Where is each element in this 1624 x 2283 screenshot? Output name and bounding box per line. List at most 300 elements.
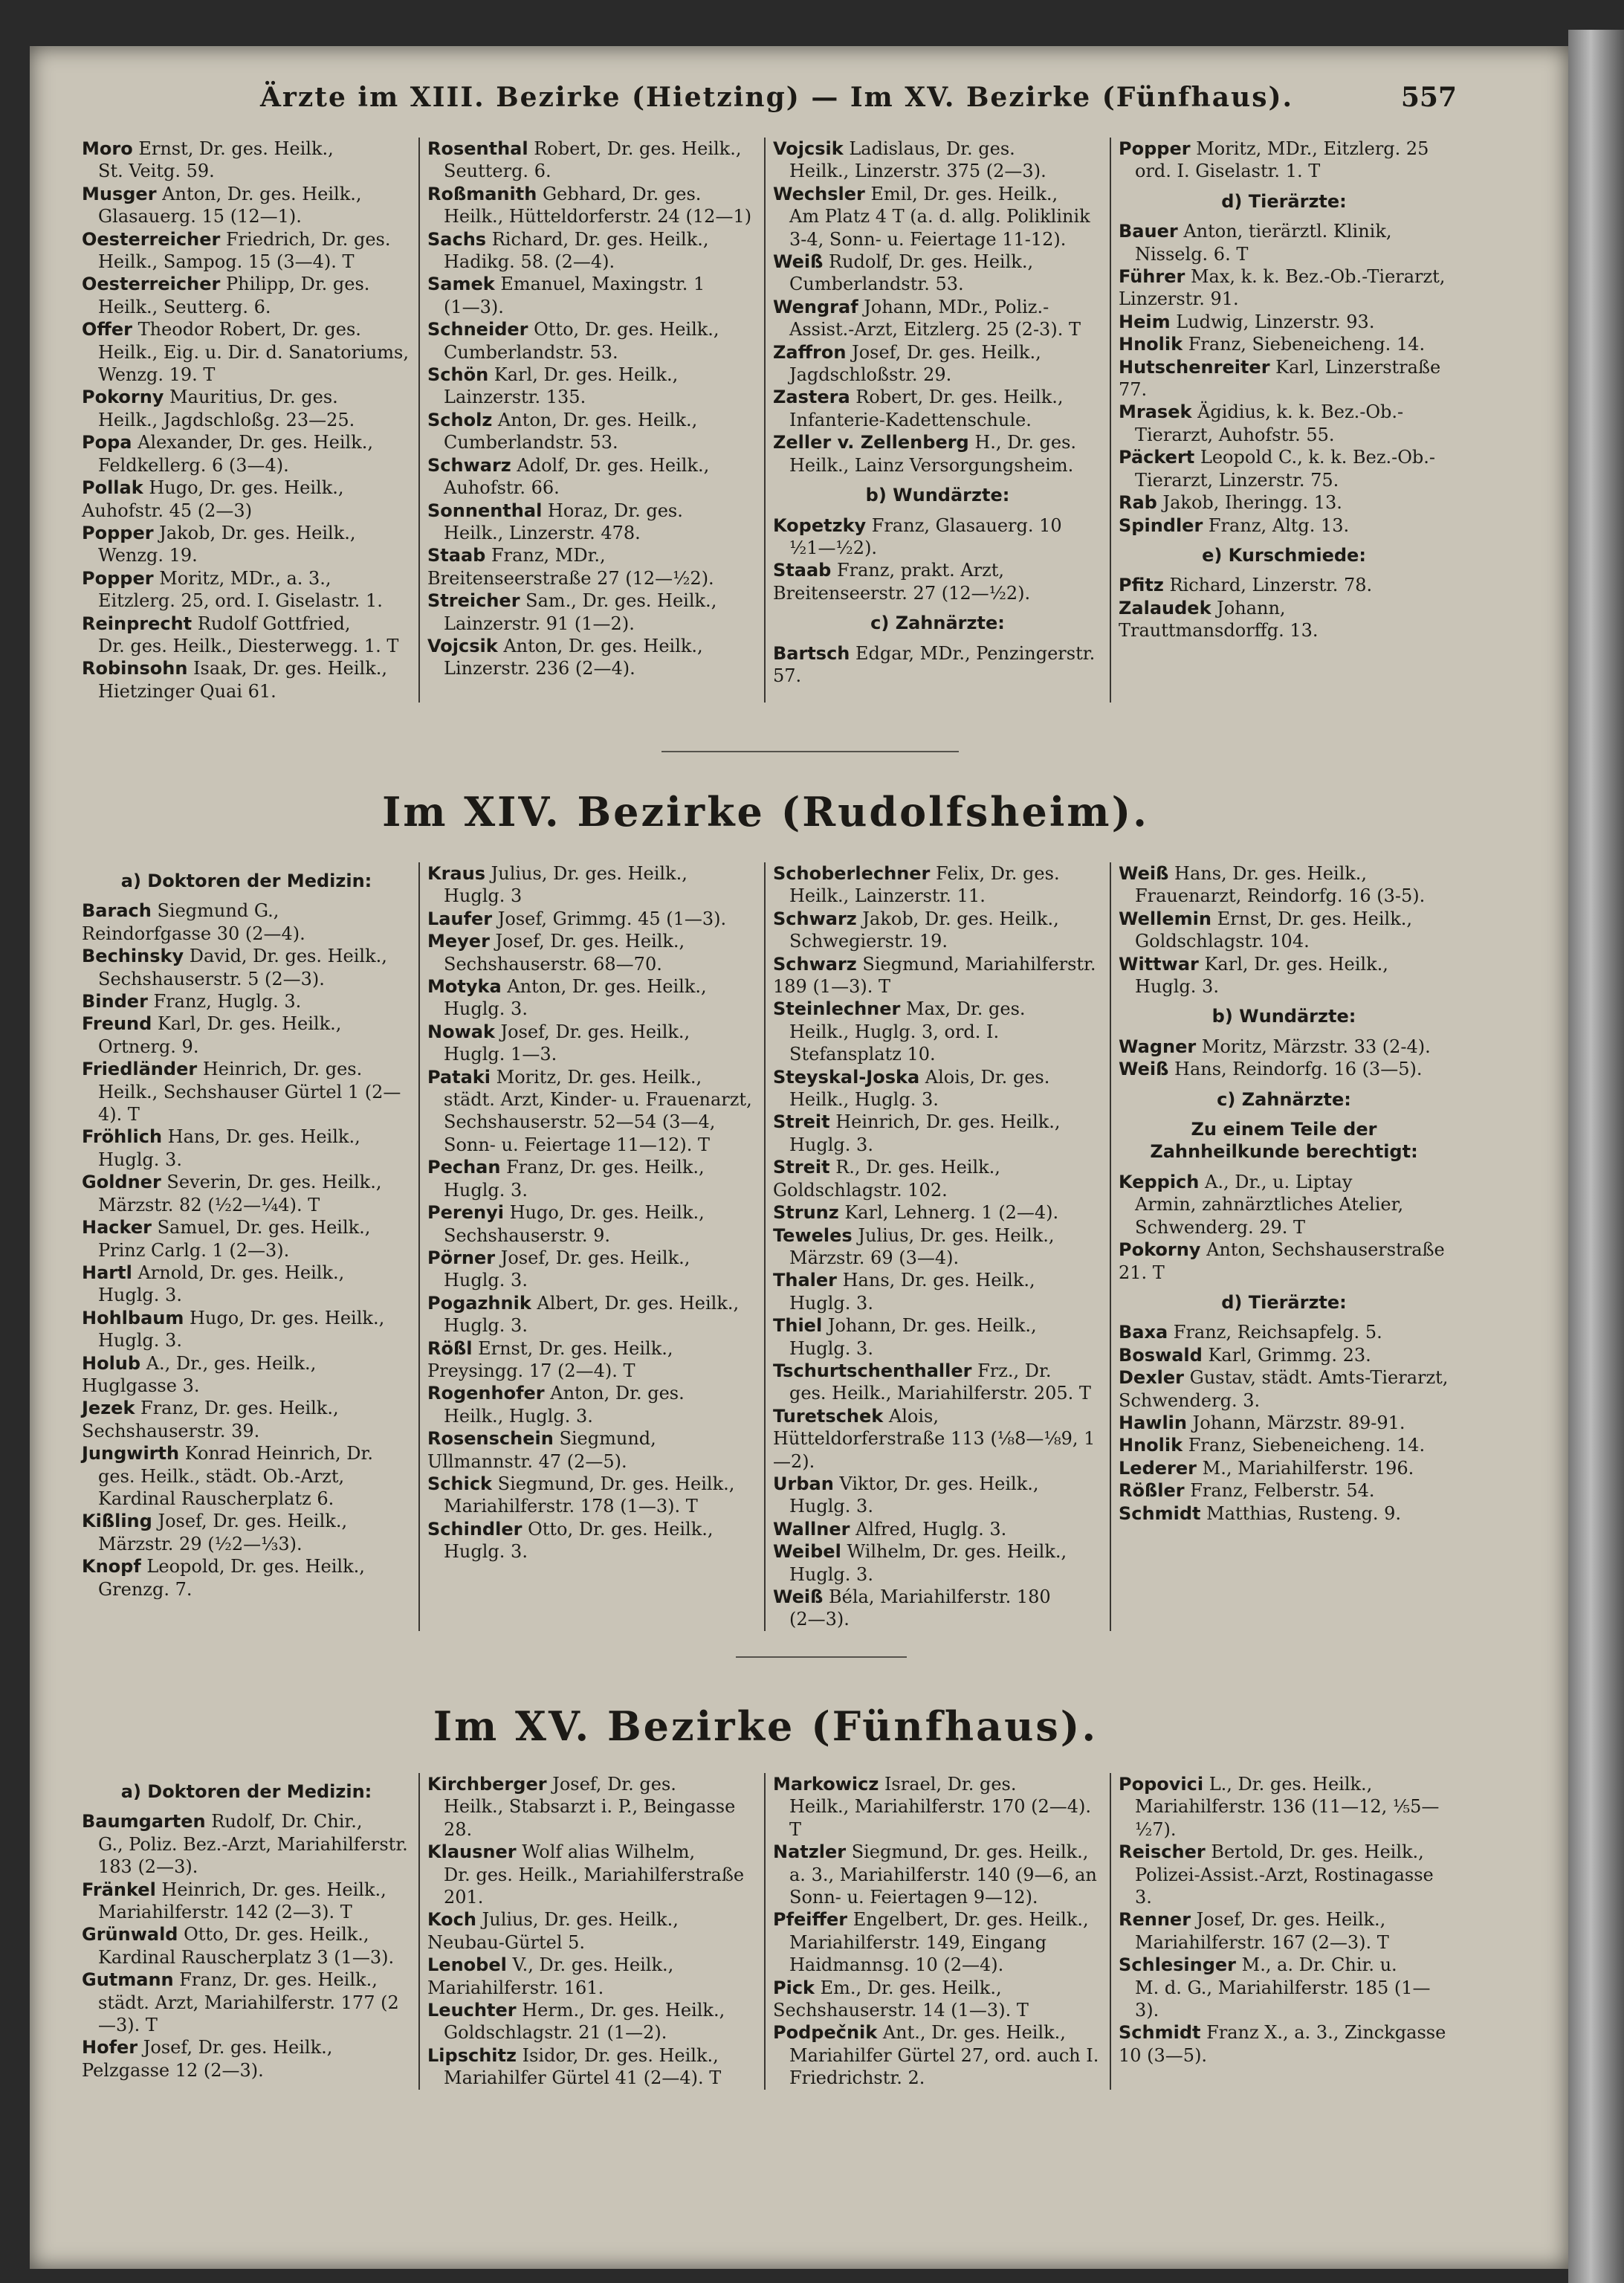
directory-entry	[427, 1066, 757, 1157]
directory-entry	[427, 1473, 757, 1518]
directory-entry	[82, 1307, 411, 1352]
entry-details: Siegmund, Ullmannstr. 47 (2—5).	[427, 1428, 656, 1472]
entry-list	[773, 642, 1102, 688]
entry-name: Weiß	[1119, 1059, 1169, 1080]
subsection-heading: d) Tierärzte:	[1221, 190, 1347, 212]
entry-details: Alexander, Dr. ges. Heilk.,	[132, 432, 374, 453]
entry-name: Hnolik	[1119, 1435, 1183, 1456]
entry-continuation: Assist.-Arzt, Eitzlerg. 25 (2-3). T	[789, 319, 1081, 340]
entry-details: Franz, Dr. ges. Heilk.,	[173, 1969, 378, 1991]
directory-entry	[773, 1269, 1102, 1314]
directory-entry	[773, 138, 1102, 183]
entry-details: Ernst, Dr. ges. Heilk., Preysingg. 17 (2—4). T	[427, 1337, 673, 1381]
entry-continuation: Heilk., Jagdschloßg. 23—25.	[98, 409, 355, 430]
subsection-heading: c) Zahnärzte:	[1217, 1088, 1351, 1110]
directory-entry	[82, 1352, 411, 1398]
entry-name: Zeller v. Zellenberg	[773, 432, 969, 453]
entry-name: Klausner	[427, 1841, 517, 1863]
entry-details: Otto, Dr. ges. Heilk.,	[178, 1924, 369, 1945]
entry-name: Urban	[773, 1473, 834, 1494]
entry-details: Friedrich, Dr. ges.	[220, 228, 391, 250]
directory-entry	[1119, 1908, 1449, 1954]
entry-continuation: Heilk., Lainz Versorgungsheim.	[789, 454, 1074, 476]
entry-name: Fröhlich	[82, 1126, 163, 1148]
entry-name: Hnolik	[1119, 334, 1183, 355]
entry-continuation: Lainzerstr. 135.	[444, 387, 586, 408]
entry-name: Schwarz	[773, 908, 857, 929]
entry-name: Hofer	[82, 2037, 138, 2058]
entry-list	[1119, 220, 1449, 537]
entry-details: Rudolf, Dr. Chir.,	[205, 1811, 363, 1832]
directory-entry	[82, 613, 411, 658]
directory-entry	[1119, 1841, 1449, 1908]
entry-continuation: Frauenarzt, Reindorfg. 16 (3-5).	[1135, 885, 1426, 907]
directory-entry	[1119, 356, 1449, 401]
entry-continuation: ges. Heilk., Mariahilferstr. 205. T	[789, 1383, 1091, 1404]
directory-entry	[1119, 2021, 1449, 2067]
entry-continuation: Dr. ges. Heilk., Diesterwegg. 1. T	[98, 635, 399, 656]
directory-entry	[82, 1013, 411, 1058]
entry-continuation: Heilk., Huglg. 3.	[444, 1405, 593, 1427]
directory-entry	[427, 590, 757, 635]
directory-entry	[1119, 138, 1449, 183]
entry-continuation: Mariahilferstr. 167 (2—3). T	[1135, 1931, 1389, 1953]
entry-name: Kopetzky	[773, 514, 867, 536]
section-xiv	[74, 862, 1457, 1631]
entry-name: Holub	[82, 1352, 141, 1374]
directory-entry	[773, 2021, 1102, 2089]
entry-continuation: Mariahilferstr. 136 (11—12, ⅕5—½7).	[1135, 1796, 1440, 1840]
entry-name: Barach	[82, 900, 152, 922]
entry-details: Hans, Dr. ges. Heilk.,	[1168, 863, 1368, 884]
entry-details: Josef, Dr. ges. Heilk., Pelzgasse 12 (2—3).	[82, 2037, 333, 2081]
directory-entry	[427, 1382, 757, 1427]
directory-entry	[773, 1540, 1102, 1586]
entry-name: Bartsch	[773, 642, 850, 664]
entry-details: Moritz, Dr. ges. Heilk.,	[491, 1066, 702, 1088]
directory-entry	[773, 341, 1102, 387]
entry-name: Markowicz	[773, 1774, 879, 1795]
directory-entry	[82, 1555, 411, 1601]
entry-details: Robert, Dr. ges. Heilk.,	[850, 387, 1064, 408]
entry-details: Samuel, Dr. ges. Heilk.,	[151, 1217, 371, 1239]
entry-details: Anton, Sechshauserstraße 21. T	[1119, 1239, 1445, 1283]
entry-details: Hugo, Dr. ges. Heilk., Auhofstr. 45 (2—3)	[82, 477, 344, 521]
entry-name: Mrasek	[1119, 401, 1192, 423]
directory-entry	[427, 454, 757, 500]
entry-continuation: Hadikg. 58. (2—4).	[444, 251, 615, 273]
entry-name: Keppich	[1119, 1171, 1200, 1192]
directory-entry	[1119, 908, 1449, 953]
directory-entry	[427, 1908, 757, 1954]
entry-details: Ernst, Dr. ges. Heilk.,	[1211, 908, 1413, 929]
subsection-heading: e) Kurschmiede:	[1202, 544, 1366, 566]
entry-continuation: Heilk., Eig. u. Dir. d. Sanatoriums, Wenzg. 19. T	[98, 341, 409, 386]
directory-entry	[773, 998, 1102, 1065]
directory-entry	[82, 477, 411, 522]
entry-details: Gustav, städt. Amts-Tierarzt, Schwenderg. 3.	[1119, 1367, 1449, 1411]
entry-name: Jezek	[82, 1398, 135, 1419]
entry-details: Siegmund G., Reindorfgasse 30 (2—4).	[82, 900, 305, 944]
entry-details: Moritz, MDr., Eitzlerg. 25	[1190, 138, 1429, 159]
entry-details: Max, Dr. ges.	[900, 998, 1026, 1020]
entry-continuation: Märzstr. 82 (½2—¼4). T	[98, 1194, 320, 1215]
entry-continuation: G., Poliz. Bez.-Arzt, Mariahilferstr. 183 (2—3).	[98, 1833, 408, 1878]
entry-details: Leopold C., k. k. Bez.-Ob.-	[1194, 447, 1435, 468]
entry-continuation: St. Veitg. 59.	[98, 161, 215, 182]
directory-entry	[773, 953, 1102, 998]
directory-entry	[82, 1058, 411, 1126]
directory-entry	[1119, 1344, 1449, 1366]
entry-name: Heim	[1119, 311, 1171, 332]
entry-name: Vojcsik	[773, 138, 844, 159]
entry-details: Bertold, Dr. ges. Heilk.,	[1205, 1841, 1424, 1863]
directory-entry	[1119, 514, 1449, 537]
entry-details: Em., Dr. ges. Heilk., Sechshauserstr. 14 (1—3). T	[773, 1977, 1029, 2021]
entry-details: Richard, Dr. ges. Heilk.,	[486, 228, 709, 250]
entry-list	[82, 900, 411, 1601]
entry-continuation: Glasauerg. 15 (12—1).	[98, 206, 302, 227]
entry-name: Popa	[82, 432, 132, 453]
entry-details: Alois, Dr. ges.	[919, 1066, 1050, 1088]
directory-entry	[1119, 1321, 1449, 1343]
entry-details: Arnold, Dr. ges. Heilk.,	[132, 1262, 345, 1283]
divider-rule	[661, 751, 959, 752]
column	[1111, 1773, 1457, 2090]
entry-name: Baxa	[1119, 1322, 1168, 1343]
entry-continuation: Sechshauserstr. 9.	[444, 1224, 611, 1246]
book-spine	[1568, 30, 1624, 2283]
entry-name: Pick	[773, 1977, 815, 1998]
entry-name: Meyer	[427, 931, 490, 952]
directory-entry	[427, 1518, 757, 1563]
column	[420, 138, 766, 703]
subsection-heading: b) Wundärzte:	[1211, 1006, 1356, 1027]
directory-entry	[82, 183, 411, 228]
entry-name: Schick	[427, 1473, 493, 1494]
entry-name: Lederer	[1119, 1457, 1197, 1479]
directory-entry	[1119, 1058, 1449, 1080]
subsection-heading: Zu einem Teile der Zahnheilkunde berechtigt:	[1150, 1119, 1418, 1163]
entry-name: Wengraf	[773, 296, 858, 317]
entry-name: Schlesinger	[1119, 1954, 1236, 1976]
entry-continuation: Huglg. 3.	[444, 998, 528, 1020]
entry-name: Popper	[1119, 138, 1191, 159]
column	[420, 1773, 766, 2090]
entry-details: Hans, Dr. ges. Heilk.,	[837, 1270, 1035, 1291]
entry-details: Hugo, Dr. ges. Heilk.,	[503, 1202, 705, 1224]
entry-name: Hutschenreiter	[1119, 356, 1270, 378]
directory-entry	[82, 657, 411, 703]
column	[74, 138, 420, 703]
entry-details: Julius, Dr. ges. Heilk., Neubau-Gürtel 5.	[427, 1909, 679, 1953]
entry-details: V., Dr. ges. Heilk., Mariahilferstr. 161.	[427, 1954, 674, 1998]
entry-name: Reinprecht	[82, 613, 193, 634]
entry-name: Wechsler	[773, 183, 865, 204]
page-number: 557	[1400, 82, 1457, 113]
entry-name: Oesterreicher	[82, 274, 221, 295]
directory-entry	[427, 908, 757, 930]
directory-entry	[427, 2044, 757, 2090]
column	[766, 1773, 1111, 2090]
entry-name: Wellemin	[1119, 908, 1211, 929]
directory-entry	[427, 1773, 757, 1841]
directory-entry	[427, 183, 757, 228]
directory-entry	[773, 1066, 1102, 1111]
entry-name: Kirchberger	[427, 1774, 547, 1795]
entry-details: Viktor, Dr. ges. Heilk.,	[833, 1473, 1039, 1494]
entry-continuation: Huglg. 3.	[98, 1330, 182, 1352]
entry-continuation: Mariahilferstr. 178 (1—3). T	[444, 1496, 698, 1517]
entry-continuation: Goldschlagstr. 21 (1—2).	[444, 2022, 667, 2044]
entry-name: Koch	[427, 1909, 476, 1931]
directory-entry	[82, 1397, 411, 1442]
entry-name: Führer	[1119, 266, 1185, 288]
entry-list	[1119, 862, 1449, 998]
entry-continuation: Huglg. 3.	[1135, 976, 1219, 998]
entry-details: Mauritius, Dr. ges.	[164, 387, 338, 408]
directory-entry	[82, 1810, 411, 1878]
subsection-heading: b) Wundärzte:	[865, 485, 1010, 506]
entry-name: Friedländer	[82, 1059, 198, 1080]
entry-name: Wallner	[773, 1518, 850, 1540]
entry-name: Musger	[82, 183, 157, 204]
directory-entry	[427, 273, 757, 318]
entry-details: Matthias, Rusteng. 9.	[1200, 1502, 1401, 1524]
entry-details: Horaz, Dr. ges.	[542, 500, 683, 521]
column	[1111, 862, 1457, 1631]
entry-continuation: Huglg. 3.	[444, 1541, 528, 1563]
entry-details: Julius, Dr. ges. Heilk.,	[485, 863, 688, 884]
directory-entry	[427, 409, 757, 454]
entry-continuation: ord. I. Giselastr. 1. T	[1135, 161, 1321, 182]
entry-details: Karl, Linzerstraße 77.	[1119, 356, 1441, 401]
directory-entry	[773, 1111, 1102, 1156]
entry-details: Heinrich, Dr. ges. Heilk.,	[155, 1879, 386, 1900]
entry-details: Anton, Dr. ges.	[544, 1383, 685, 1404]
entry-details: Karl, Grimmg. 23.	[1202, 1344, 1371, 1366]
entry-name: Natzler	[773, 1841, 847, 1863]
entry-name: Tschurtschenthaller	[773, 1360, 972, 1381]
directory-entry	[427, 1247, 757, 1292]
entry-continuation: Heilk., Mariahilferstr. 170 (2—4). T	[789, 1796, 1092, 1840]
entry-continuation: Auhofstr. 66.	[444, 477, 560, 499]
entry-name: Thiel	[773, 1315, 823, 1337]
entry-continuation: Heilk., Linzerstr. 375 (2—3).	[789, 161, 1046, 182]
entry-details: Hans, Reindorfg. 16 (3—5).	[1168, 1059, 1423, 1080]
directory-entry	[82, 1262, 411, 1307]
directory-entry	[82, 318, 411, 386]
entry-continuation: Heilk., Hütteldorferstr. 24 (12—1)	[444, 206, 752, 227]
entry-name: Pfeiffer	[773, 1909, 848, 1931]
entry-name: Staab	[427, 545, 486, 566]
entry-continuation: Sechshauserstr. 68—70.	[444, 953, 662, 975]
entry-list	[1119, 1036, 1449, 1081]
entry-details: David, Dr. ges. Heilk.,	[184, 946, 387, 967]
directory-entry	[1119, 1434, 1449, 1456]
directory-entry	[427, 544, 757, 590]
entry-name: Steyskal-Joska	[773, 1066, 920, 1088]
directory-entry	[773, 183, 1102, 251]
entry-details: Franz, Dr. ges. Heilk., Sechshauserstr. 39.	[82, 1398, 339, 1441]
entry-details: Ernst, Dr. ges. Heilk.,	[132, 138, 334, 159]
entry-name: Dexler	[1119, 1367, 1185, 1389]
directory-entry	[82, 1969, 411, 2036]
entry-name: Scholz	[427, 409, 493, 430]
divider-rule	[736, 1656, 907, 1658]
page-header	[74, 82, 1457, 126]
entry-continuation: Heilk., Huglg. 3.	[789, 1089, 939, 1111]
directory-entry	[773, 1405, 1102, 1473]
entry-name: Hacker	[82, 1217, 152, 1239]
directory-entry	[427, 1999, 757, 2044]
column	[766, 138, 1111, 703]
entry-details: Rudolf, Dr. ges. Heilk.,	[823, 251, 1034, 273]
entry-details: Otto, Dr. ges. Heilk.,	[528, 319, 719, 340]
entry-details: Isaak, Dr. ges. Heilk.,	[187, 658, 388, 679]
entry-continuation: Mariahilfer Gürtel 41 (2—4). T	[444, 2067, 722, 2089]
directory-entry	[1119, 1171, 1449, 1239]
entry-continuation: Heilk., Lainzerstr. 11.	[789, 885, 986, 907]
entry-name: Hohlbaum	[82, 1307, 184, 1328]
entry-details: Heinrich, Dr. ges. Heilk.,	[829, 1111, 1061, 1133]
entry-name: Streit	[773, 1111, 830, 1133]
entry-name: Weiß	[1119, 863, 1169, 884]
entry-name: Streit	[773, 1157, 830, 1178]
directory-entry	[1119, 491, 1449, 514]
entry-details: L., Dr. ges. Heilk.,	[1203, 1774, 1373, 1795]
entry-continuation: Dr. ges. Heilk., Mariahilferstraße 201.	[444, 1864, 745, 1908]
entry-name: Schwarz	[773, 953, 857, 975]
entry-name: Päckert	[1119, 447, 1195, 468]
entry-continuation: Tierarzt, Auhofstr. 55.	[1135, 424, 1335, 445]
entry-details: Engelbert, Dr. ges. Heilk.,	[847, 1909, 1089, 1931]
entry-details: R., Dr. ges. Heilk., Goldschlagstr. 102.	[773, 1157, 1000, 1201]
entry-details: Otto, Dr. ges. Heilk.,	[522, 1518, 714, 1540]
directory-entry	[427, 138, 757, 183]
column	[420, 862, 766, 1631]
entry-details: Anton, Dr. ges. Heilk.,	[492, 409, 698, 430]
entry-details: Robert, Dr. ges. Heilk.,	[528, 138, 742, 159]
entry-details: Ludwig, Linzerstr. 93.	[1170, 311, 1375, 332]
entry-details: Max, k. k. Bez.-Ob.-Tierarzt, Linzerstr. 91.	[1119, 266, 1446, 310]
entry-continuation: Tierarzt, Linzerstr. 75.	[1135, 469, 1339, 491]
entry-name: Schindler	[427, 1518, 523, 1540]
entry-continuation: Prinz Carlg. 1 (2—3).	[98, 1239, 290, 1261]
directory-entry	[773, 862, 1102, 908]
directory-entry	[82, 945, 411, 990]
directory-entry	[82, 1510, 411, 1555]
entry-details: Jakob, Iheringg. 13.	[1156, 492, 1342, 514]
entry-name: Fränkel	[82, 1879, 156, 1900]
entry-name: Rößler	[1119, 1480, 1185, 1502]
entry-details: Anton, Dr. ges. Heilk.,	[497, 635, 703, 656]
entry-name: Pechan	[427, 1157, 501, 1178]
entry-name: Sonnenthal	[427, 500, 543, 521]
entry-continuation: Huglg. 3.	[444, 1179, 528, 1201]
entry-name: Nowak	[427, 1021, 495, 1042]
entry-details: Josef, Grimmg. 45 (1—3).	[492, 908, 727, 929]
entry-details: Franz, Reichsapfelg. 5.	[1168, 1322, 1382, 1343]
entry-details: Hans, Dr. ges. Heilk.,	[162, 1126, 360, 1148]
directory-entry	[427, 1954, 757, 1999]
entry-details: Albert, Dr. ges. Heilk.,	[531, 1292, 740, 1314]
directory-entry	[82, 900, 411, 945]
entry-details: Franz, Huglg. 3.	[147, 991, 302, 1013]
directory-entry	[1119, 1457, 1449, 1479]
entry-name: Grünwald	[82, 1924, 178, 1945]
directory-entry	[82, 1126, 411, 1171]
entry-details: Johann, MDr., Poliz.-	[858, 296, 1049, 317]
directory-entry	[1119, 220, 1449, 265]
entry-name: Binder	[82, 991, 148, 1013]
directory-entry	[1119, 1773, 1449, 1841]
running-title: Ärzte im XIII. Bezirke (Hietzing) — Im XV. Bezirke (Fünfhaus).	[260, 82, 1294, 113]
directory-entry	[773, 1360, 1102, 1405]
entry-name: Baumgarten	[82, 1811, 206, 1832]
directory-entry	[773, 908, 1102, 953]
entry-continuation: Heilk., Huglg. 3, ord. I. Stefansplatz 10.	[789, 1021, 1000, 1065]
entry-details: Philipp, Dr. ges.	[220, 274, 370, 295]
entry-details: Béla, Mariahilferstr. 180	[823, 1586, 1051, 1607]
entry-continuation: Kardinal Rauscherplatz 3 (1—3).	[98, 1946, 395, 1968]
entry-details: Johann, Trauttmansdorffg. 13.	[1119, 597, 1319, 642]
entry-name: Wagner	[1119, 1036, 1197, 1057]
entry-details: Moritz, MDr., a. 3.,	[153, 567, 331, 589]
entry-continuation: Huglg. 3.	[444, 1270, 528, 1291]
entry-name: Zalaudek	[1119, 597, 1211, 619]
entry-continuation: Linzerstr. 236 (2—4).	[444, 658, 635, 679]
entry-name: Kraus	[427, 863, 485, 884]
entry-details: Severin, Dr. ges. Heilk.,	[161, 1172, 382, 1193]
entry-details: Emanuel, Maxingstr. 1	[494, 274, 705, 295]
column	[766, 862, 1111, 1631]
entry-name: Wittwar	[1119, 953, 1199, 975]
entry-continuation: Cumberlandstr. 53.	[789, 274, 964, 295]
entry-continuation: Seutterg. 6.	[444, 161, 551, 182]
entry-details: Wolf alias Wilhelm,	[516, 1841, 696, 1863]
directory-entry	[82, 990, 411, 1013]
entry-name: Perenyi	[427, 1202, 504, 1224]
subsection-heading: a) Doktoren der Medizin:	[120, 1781, 372, 1802]
entry-details: A., Dr., ges. Heilk., Huglgasse 3.	[82, 1352, 317, 1396]
directory-entry	[82, 1923, 411, 1969]
entry-details: Felix, Dr. ges.	[930, 863, 1060, 884]
entry-name: Hawlin	[1119, 1412, 1187, 1433]
entry-continuation: ges. Heilk., städt. Ob.-Arzt, Kardinal Rauscherplatz 6.	[98, 1465, 345, 1509]
entry-continuation: Polizei-Assist.-Arzt, Rostinagasse 3.	[1135, 1864, 1434, 1908]
entry-name: Lenobel	[427, 1954, 507, 1976]
entry-name: Rosenthal	[427, 138, 528, 159]
entry-name: Weiß	[773, 1586, 824, 1607]
entry-details: Franz, Siebeneicheng. 14.	[1183, 1435, 1426, 1456]
entry-details: Heinrich, Dr. ges.	[197, 1059, 363, 1080]
entry-details: Leopold, Dr. ges. Heilk.,	[140, 1556, 365, 1578]
entry-details: Josef, Dr. ges. Heilk.,	[152, 1511, 348, 1532]
directory-entry	[82, 1879, 411, 1924]
entry-name: Zaffron	[773, 341, 847, 363]
entry-details: Hugo, Dr. ges. Heilk.,	[184, 1307, 385, 1328]
directory-entry	[773, 1908, 1102, 1976]
entry-continuation: (1—3).	[444, 296, 504, 317]
directory-entry	[773, 1586, 1102, 1631]
entry-details: Jakob, Dr. ges. Heilk.,	[856, 908, 1059, 929]
entry-name: Podpečnik	[773, 2022, 878, 2044]
subsection-heading: a) Doktoren der Medizin:	[120, 871, 372, 891]
entry-name: Pfitz	[1119, 575, 1164, 596]
entry-continuation: Am Platz 4 T (a. d. allg. Poliklinik 3-4, Sonn- u. Feiertage 11-12).	[789, 206, 1090, 250]
directory-entry	[1119, 862, 1449, 908]
